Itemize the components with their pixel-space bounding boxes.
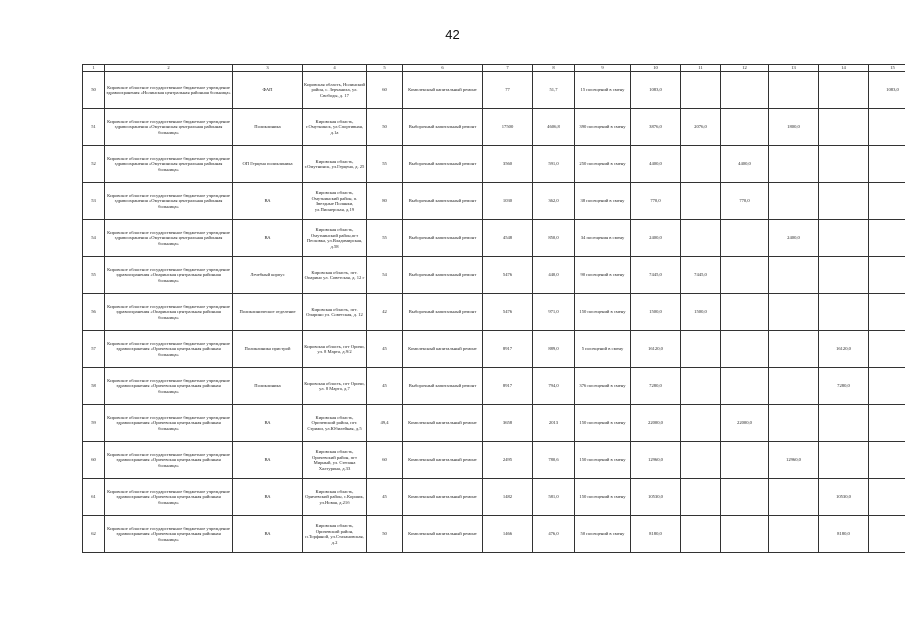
- table-row: [83, 183, 905, 220]
- object-name: Поликлиника: [233, 368, 303, 405]
- cost-col-12: [721, 257, 769, 294]
- cost-col-11: [681, 516, 721, 553]
- wear-percent: 50: [367, 109, 403, 146]
- total-cost: 2400,0: [631, 220, 681, 257]
- capacity: 250 посещений в смену: [575, 146, 631, 183]
- table-row: [83, 516, 905, 553]
- area-repair: 581,0: [533, 479, 575, 516]
- cost-col-13: [769, 257, 819, 294]
- address: Кировская область, Нолинский район, с. Зерчаниха, ул. Свободы, д. 17: [303, 72, 367, 109]
- row-number: 53: [83, 183, 105, 220]
- table-row: [83, 405, 905, 442]
- institution-name: Кировское областное государственное бюджетное учреждение здравоохранения «Оричевская центральная районная больница»: [105, 331, 233, 368]
- address: Кировская область, Оричевский район, п.Торфяной, ул.Стахановская, д.2: [303, 516, 367, 553]
- capacity: 150 посещений в смену: [575, 405, 631, 442]
- work-type: Выборочный капитальный ремонт: [403, 183, 483, 220]
- capacity: 34 посещения в смену: [575, 220, 631, 257]
- object-name: ВА: [233, 405, 303, 442]
- area-repair: 889,0: [533, 331, 575, 368]
- address: Кировская область, Оричевский район, с.Коршик, ул.Новая, д.21б: [303, 479, 367, 516]
- area: 1030: [483, 183, 533, 220]
- column-header: 9: [575, 65, 631, 72]
- address: Кировская область, Омутнинский район, п. Звездные Полянки, ул.Пионерская, д.19: [303, 183, 367, 220]
- address: Кировская область, г.Омутнинск, ул.Герцена, д. 25: [303, 146, 367, 183]
- address: Кировская область, пгт Оричи, ул. 8 Марта, д.7: [303, 368, 367, 405]
- column-header: 4: [303, 65, 367, 72]
- object-name: ВА: [233, 479, 303, 516]
- address: Кировская область, пгт Оричи, ул. 8 Марта, д.9/2: [303, 331, 367, 368]
- table-row: [83, 479, 905, 516]
- cost-col-13: [769, 72, 819, 109]
- total-cost: 1083,0: [631, 72, 681, 109]
- cost-col-14: [819, 72, 869, 109]
- institution-name: Кировское областное государственное бюджетное учреждение здравоохранения «Оричевская центральная районная больница»: [105, 368, 233, 405]
- cost-col-12: [721, 294, 769, 331]
- wear-percent: 55: [367, 220, 403, 257]
- cost-col-13: [769, 331, 819, 368]
- cost-col-13: [769, 405, 819, 442]
- cost-col-15: [869, 257, 905, 294]
- institution-name: Кировское областное государственное бюджетное учреждение здравоохранения «Омутнинская центральная районная больница»: [105, 183, 233, 220]
- cost-col-14: [819, 405, 869, 442]
- cost-col-13: [769, 516, 819, 553]
- cost-col-14: [819, 183, 869, 220]
- column-header: 8: [533, 65, 575, 72]
- cost-col-15: [869, 109, 905, 146]
- row-number: 60: [83, 442, 105, 479]
- cost-col-15: [869, 220, 905, 257]
- institution-name: Кировское областное государственное бюджетное учреждение здравоохранения «Нолинская центральная районная больница»: [105, 72, 233, 109]
- work-type: Выборочный капитальный ремонт: [403, 257, 483, 294]
- capacity: 90 посещений в смену: [575, 257, 631, 294]
- cost-col-12: [721, 220, 769, 257]
- area-repair: 440,0: [533, 257, 575, 294]
- cost-col-11: [681, 146, 721, 183]
- area: 2495: [483, 442, 533, 479]
- capacity: 15 посещений в смену: [575, 72, 631, 109]
- object-name: ВА: [233, 516, 303, 553]
- capacity: 376 посещений в смену: [575, 368, 631, 405]
- wear-percent: 42: [367, 294, 403, 331]
- table-row: [83, 257, 905, 294]
- total-cost: 10530,0: [631, 479, 681, 516]
- address: Кировская область, Оричевский район, пгт Мирный, ул. Степана Халтурина, д.33: [303, 442, 367, 479]
- cost-col-11: [681, 479, 721, 516]
- column-header: 11: [681, 65, 721, 72]
- wear-percent: 55: [367, 146, 403, 183]
- table-row: [83, 109, 905, 146]
- column-header: 2: [105, 65, 233, 72]
- area: 1466: [483, 516, 533, 553]
- header-row: [83, 65, 905, 72]
- cost-col-11: 1500,0: [681, 294, 721, 331]
- cost-col-15: [869, 405, 905, 442]
- column-header: 10: [631, 65, 681, 72]
- cost-col-14: 8180,0: [819, 516, 869, 553]
- wear-percent: 60: [367, 72, 403, 109]
- cost-col-15: [869, 146, 905, 183]
- work-type: Выборочный капитальный ремонт: [403, 220, 483, 257]
- object-name: ОП Герцена поликлиника: [233, 146, 303, 183]
- area-repair: 971,0: [533, 294, 575, 331]
- work-type: Комплексный капитальный ремонт: [403, 331, 483, 368]
- capacity: 150 посещений в смену: [575, 479, 631, 516]
- cost-col-11: [681, 368, 721, 405]
- row-number: 57: [83, 331, 105, 368]
- wear-percent: 54: [367, 257, 403, 294]
- cost-col-11: 2076,0: [681, 109, 721, 146]
- row-number: 55: [83, 257, 105, 294]
- cost-col-12: 22000,0: [721, 405, 769, 442]
- address: Кировская область, пгт. Опарино ул. Советская, д. 12 г: [303, 257, 367, 294]
- table-row: [83, 368, 905, 405]
- table-row: [83, 331, 905, 368]
- cost-col-14: [819, 146, 869, 183]
- wear-percent: 45: [367, 479, 403, 516]
- address: Кировская область, Омутнинский район,пгт Песковка, ул.Владимирская, д.58: [303, 220, 367, 257]
- capacity: 50 посещений в смену: [575, 516, 631, 553]
- total-cost: 22000,0: [631, 405, 681, 442]
- cost-col-13: [769, 183, 819, 220]
- work-type: Комплексный капитальный ремонт: [403, 479, 483, 516]
- column-header: 6: [403, 65, 483, 72]
- cost-col-15: [869, 331, 905, 368]
- table-row: [83, 442, 905, 479]
- cost-col-14: 16120,0: [819, 331, 869, 368]
- cost-col-13: [769, 368, 819, 405]
- column-header: 3: [233, 65, 303, 72]
- object-name: Поликлиника: [233, 109, 303, 146]
- cost-col-11: [681, 220, 721, 257]
- repair-table: [82, 64, 905, 553]
- row-number: 50: [83, 72, 105, 109]
- cost-col-13: [769, 479, 819, 516]
- column-header: 13: [769, 65, 819, 72]
- cost-col-14: 10530,0: [819, 479, 869, 516]
- area-repair: 362,0: [533, 183, 575, 220]
- area: 17500: [483, 109, 533, 146]
- cost-col-12: [721, 442, 769, 479]
- work-type: Комплексный капитальный ремонт: [403, 405, 483, 442]
- capacity: 38 посещений в смену: [575, 183, 631, 220]
- total-cost: 7280,0: [631, 368, 681, 405]
- table-row: [83, 220, 905, 257]
- area-repair: 476,0: [533, 516, 575, 553]
- area: 8917: [483, 368, 533, 405]
- work-type: Комплексный капитальный ремонт: [403, 516, 483, 553]
- work-type: Комплексный капитальный ремонт: [403, 72, 483, 109]
- object-name: ВА: [233, 183, 303, 220]
- institution-name: Кировское областное государственное бюджетное учреждение здравоохранения «Омутнинская центральная районная больница»: [105, 220, 233, 257]
- work-type: Выборочный капитальный ремонт: [403, 109, 483, 146]
- row-number: 56: [83, 294, 105, 331]
- page-number: 42: [445, 27, 460, 42]
- cost-col-11: [681, 72, 721, 109]
- cost-col-15: [869, 516, 905, 553]
- row-number: 52: [83, 146, 105, 183]
- cost-col-15: [869, 442, 905, 479]
- row-number: 58: [83, 368, 105, 405]
- row-number: 51: [83, 109, 105, 146]
- area-repair: 51,7: [533, 72, 575, 109]
- work-type: Выборочный капитальный ремонт: [403, 146, 483, 183]
- area-repair: 4606,8: [533, 109, 575, 146]
- column-header: 7: [483, 65, 533, 72]
- institution-name: Кировское областное государственное бюджетное учреждение здравоохранения «Оричевская центральная районная больница»: [105, 479, 233, 516]
- area: 8917: [483, 331, 533, 368]
- area: 5476: [483, 257, 533, 294]
- column-header: 14: [819, 65, 869, 72]
- institution-name: Кировское областное государственное бюджетное учреждение здравоохранения «Опаринская центральная районная больница»: [105, 294, 233, 331]
- capacity: 390 посещений в смену: [575, 109, 631, 146]
- cost-col-12: 770,0: [721, 183, 769, 220]
- cost-col-11: [681, 405, 721, 442]
- cost-col-11: [681, 183, 721, 220]
- object-name: ФАП: [233, 72, 303, 109]
- total-cost: 770,0: [631, 183, 681, 220]
- row-number: 54: [83, 220, 105, 257]
- institution-name: Кировское областное государственное бюджетное учреждение здравоохранения «Оричевская центральная районная больница»: [105, 516, 233, 553]
- institution-name: Кировское областное государственное бюджетное учреждение здравоохранения «Опаринская центральная районная больница»: [105, 257, 233, 294]
- total-cost: 4400,0: [631, 146, 681, 183]
- work-type: Выборочный капитальный ремонт: [403, 294, 483, 331]
- cost-col-15: [869, 479, 905, 516]
- institution-name: Кировское областное государственное бюджетное учреждение здравоохранения «Оричевская центральная районная больница»: [105, 442, 233, 479]
- wear-percent: 45: [367, 331, 403, 368]
- table-row: [83, 294, 905, 331]
- area: 5476: [483, 294, 533, 331]
- cost-col-15: [869, 183, 905, 220]
- cost-col-15: [869, 294, 905, 331]
- cost-col-13: [769, 146, 819, 183]
- wear-percent: 80: [367, 183, 403, 220]
- column-header: 1: [83, 65, 105, 72]
- object-name: Поликлиника пристрой: [233, 331, 303, 368]
- wear-percent: 60: [367, 442, 403, 479]
- cost-col-12: [721, 368, 769, 405]
- capacity: 5 посещений в смену: [575, 331, 631, 368]
- table-row: [83, 72, 905, 109]
- area-repair: 780,6: [533, 442, 575, 479]
- cost-col-11: [681, 331, 721, 368]
- column-header: 5: [367, 65, 403, 72]
- cost-col-15: 1083,0: [869, 72, 905, 109]
- total-cost: 7445,0: [631, 257, 681, 294]
- object-name: Лечебный корпус: [233, 257, 303, 294]
- cost-col-12: [721, 479, 769, 516]
- work-type: Комплексный капитальный ремонт: [403, 442, 483, 479]
- cost-col-13: [769, 294, 819, 331]
- cost-col-14: [819, 294, 869, 331]
- address: Кировская область, пгт. Опарино ул. Советская, д. 12: [303, 294, 367, 331]
- cost-col-14: [819, 109, 869, 146]
- object-name: Поликлиническое отделение: [233, 294, 303, 331]
- column-header: 15: [869, 65, 905, 72]
- cost-col-12: [721, 72, 769, 109]
- cost-col-12: [721, 331, 769, 368]
- area-repair: 591,0: [533, 146, 575, 183]
- cost-col-13: 2400,0: [769, 220, 819, 257]
- cost-col-14: [819, 220, 869, 257]
- cost-col-11: 7445,0: [681, 257, 721, 294]
- total-cost: 12960,0: [631, 442, 681, 479]
- object-name: ВА: [233, 442, 303, 479]
- area: 4548: [483, 220, 533, 257]
- cost-col-12: [721, 516, 769, 553]
- capacity: 150 посещений в смену: [575, 442, 631, 479]
- cost-col-13: 12960,0: [769, 442, 819, 479]
- area: 1482: [483, 479, 533, 516]
- row-number: 62: [83, 516, 105, 553]
- total-cost: 3876,0: [631, 109, 681, 146]
- cost-col-13: 1800,0: [769, 109, 819, 146]
- cost-col-12: [721, 109, 769, 146]
- cost-col-14: [819, 442, 869, 479]
- total-cost: 16120,0: [631, 331, 681, 368]
- cost-col-11: [681, 442, 721, 479]
- total-cost: 1500,0: [631, 294, 681, 331]
- object-name: ВА: [233, 220, 303, 257]
- wear-percent: 45: [367, 368, 403, 405]
- wear-percent: 49,4: [367, 405, 403, 442]
- wear-percent: 50: [367, 516, 403, 553]
- institution-name: Кировское областное государственное бюджетное учреждение здравоохранения «Омутнинская центральная районная больница»: [105, 146, 233, 183]
- work-type: Выборочный капитальный ремонт: [403, 368, 483, 405]
- cost-col-15: [869, 368, 905, 405]
- table-row: [83, 146, 905, 183]
- area-repair: 794,0: [533, 368, 575, 405]
- capacity: 150 посещений в смену: [575, 294, 631, 331]
- institution-name: Кировское областное государственное бюджетное учреждение здравоохранения «Омутнинская центральная районная больница»: [105, 109, 233, 146]
- address: Кировская область, Оричевский район, пгт. Стрижи, ул.Юбилейная, д.5: [303, 405, 367, 442]
- area: 77: [483, 72, 533, 109]
- row-number: 61: [83, 479, 105, 516]
- area: 3658: [483, 405, 533, 442]
- cost-col-14: 7280,0: [819, 368, 869, 405]
- area: 3560: [483, 146, 533, 183]
- institution-name: Кировское областное государственное бюджетное учреждение здравоохранения «Оричевская центральная районная больница»: [105, 405, 233, 442]
- cost-col-12: 4400,0: [721, 146, 769, 183]
- area-repair: 850,0: [533, 220, 575, 257]
- cost-col-14: [819, 257, 869, 294]
- column-header: 12: [721, 65, 769, 72]
- address: Кировская область, г.Омутнинск, ул.Спортивная, д.1а: [303, 109, 367, 146]
- row-number: 59: [83, 405, 105, 442]
- total-cost: 8180,0: [631, 516, 681, 553]
- area-repair: 2013: [533, 405, 575, 442]
